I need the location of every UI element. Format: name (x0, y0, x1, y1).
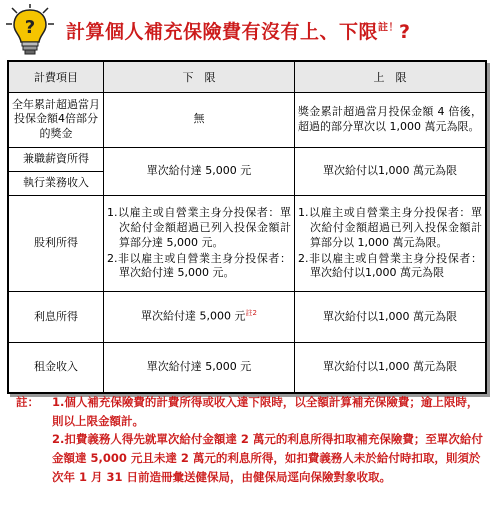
table-header-row (9, 62, 486, 93)
title-text: 計算個人補充保險費有沒有上、下限 (66, 21, 379, 43)
table-row (9, 93, 486, 147)
table-row (9, 292, 486, 342)
lower-cell (104, 292, 295, 342)
table-row (9, 342, 486, 392)
lower-list (107, 206, 291, 281)
title-suffix: ? (399, 21, 411, 43)
list-item: 2.非以雇主或自營業主身分投保者：單次給付達 5,000 元。 (107, 251, 291, 280)
upper-cell: 單次給付以1,000 萬元為限 (295, 292, 486, 342)
item-cell: 利息所得 (9, 292, 104, 342)
item-cell: 租金收入 (9, 342, 104, 392)
title-note-mark: 註！ (378, 22, 400, 34)
lower-cell: 單次給付達 5,000 元 (104, 342, 295, 392)
item-cell: 全年累計超過當月投保金額4倍部分的獎金 (9, 93, 104, 147)
notes (16, 393, 486, 486)
item-cell: 兼職薪資所得 (9, 147, 104, 171)
limits-table-frame (7, 60, 487, 394)
header-item: 計費項目 (9, 62, 104, 93)
header-lower: 下 限 (104, 62, 295, 93)
upper-cell: 單次給付以1,000 萬元為限 (295, 342, 486, 392)
note-1 (16, 393, 486, 430)
table-row (9, 195, 486, 292)
svg-text:?: ? (24, 17, 36, 38)
note-2 (16, 430, 486, 486)
limits-table (8, 61, 486, 393)
item-cell: 股利所得 (9, 195, 104, 292)
table-row (9, 147, 486, 171)
list-item: 2.非以雇主或自營業主身分投保者：單次給付以1,000 萬元為限 (298, 251, 482, 280)
upper-cell (295, 195, 486, 292)
notes-label: 註： (16, 395, 39, 409)
note-text: 2.扣費義務人得先就單次給付金額達 2 萬元的利息所得扣取補充保險費；至單次給付金額達 5,000 元且未達 2 萬元的利息所得，如扣費義務人未於給付時扣取，則須於次年 1 月 31 日前造冊彙送健保局，由健保局逕向保險對象收取。 (52, 432, 483, 484)
lower-text: 單次給付達 5,000 元 (141, 309, 246, 323)
upper-cell: 單次給付以1,000 萬元為限 (295, 147, 486, 195)
lower-cell (104, 195, 295, 292)
lower-cell: 單次給付達 5,000 元 (104, 147, 295, 195)
lightbulb-question-icon (4, 4, 56, 58)
page-title (66, 17, 411, 44)
lower-cell: 無 (104, 93, 295, 147)
item-cell: 執行業務收入 (9, 171, 104, 195)
title-row (0, 0, 503, 58)
list-item: 1.以雇主或自營業主身分投保者：單次給付金額超過已列入投保金額計算部分達 5,000 元。 (107, 205, 291, 249)
note-mark: 註2 (245, 309, 257, 318)
upper-list (298, 206, 482, 281)
header-upper: 上 限 (295, 62, 486, 93)
upper-cell: 獎金累計超過當月投保金額 4 倍後，超過的部分單次以 1,000 萬元為限。 (295, 93, 486, 147)
list-item: 1.以雇主或自營業主身分投保者：單次給付金額超過已列入投保金額計算部分以 1,000 萬元為限。 (298, 205, 482, 249)
note-text: 1.個人補充保險費的計費所得或收入達下限時，以全額計算補充保險費；逾上限時，則以上限金額計。 (52, 395, 479, 428)
